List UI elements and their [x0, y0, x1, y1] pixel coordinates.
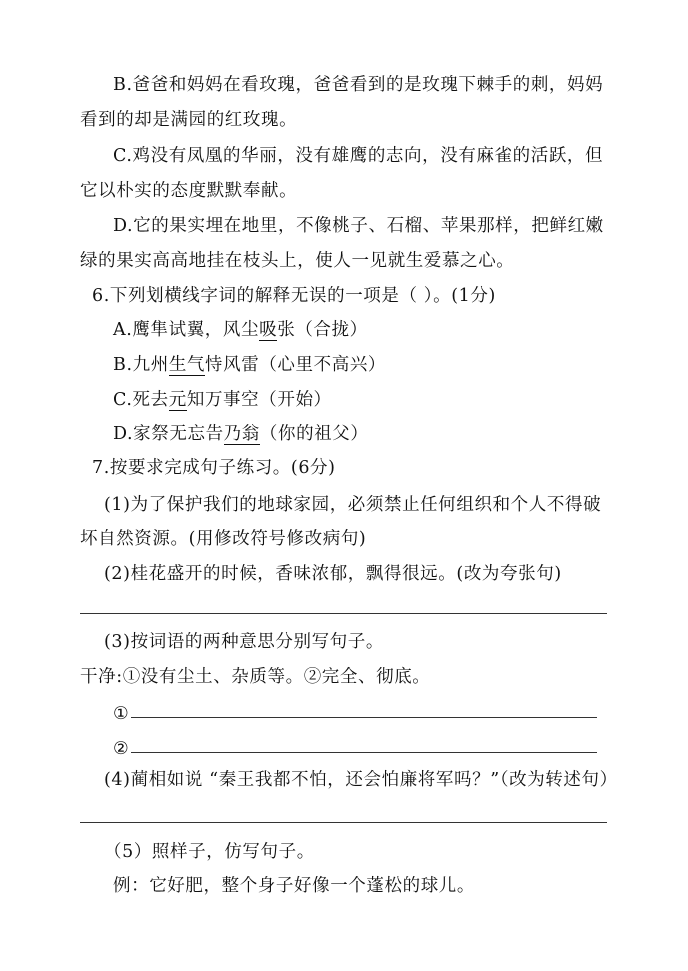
- question-7-stem: 7.按要求完成句子练习。(6分): [92, 458, 336, 478]
- q6-option-b-underlined: 生气: [168, 355, 206, 375]
- q6-option-c-post: 知万事空（开始）: [186, 390, 332, 410]
- option-c-line1: C.鸡没有凤凰的华丽，没有雄鹰的志向，没有麻雀的活跃，但: [113, 146, 604, 166]
- answer-line-item3-1[interactable]: [131, 717, 597, 718]
- answer-line-item4[interactable]: [80, 822, 607, 823]
- option-c-line2: 它以朴实的态度默默奉献。: [80, 181, 298, 201]
- q6-option-d-underlined: 乃翁: [223, 424, 260, 444]
- q6-option-a-post: 张（合拢）: [277, 320, 368, 340]
- answer-line-item2[interactable]: [80, 613, 607, 614]
- q7-item2: (2)桂花盛开的时候，香味浓郁，飘得很远。(改为夸张句): [104, 564, 562, 584]
- q6-option-d: [113, 422, 368, 446]
- q7-item3: (3)按词语的两种意思分别写句子。: [104, 632, 384, 652]
- q7-item1-line1: (1)为了保护我们的地球家园，必须禁止任何组织和个人不得破: [104, 495, 602, 515]
- q7-item3-blank2-marker: ②: [113, 739, 130, 759]
- q7-item3-definitions: 干净:①没有尘土、杂质等。②完全、彻底。: [80, 667, 431, 687]
- q7-item1-line2: 坏自然资源。(用修改符号修改病句): [80, 529, 367, 549]
- q6-option-c-pre: C.死去: [113, 390, 169, 410]
- q6-option-c: [113, 388, 332, 412]
- q7-item5: （5）照样子，仿写句子。: [104, 842, 315, 862]
- q6-option-c-underlined: 元: [168, 390, 187, 410]
- option-d-line1: D.它的果实埋在地里，不像桃子、石榴、苹果那样，把鲜红嫩: [113, 216, 604, 236]
- q6-option-b-pre: B.九州: [113, 355, 169, 375]
- q7-item4: (4)蔺相如说 “秦王我都不怕，还会怕廉将军吗？”（改为转述句）: [104, 770, 618, 790]
- option-b-line1: B.爸爸和妈妈在看玫瑰，爸爸看到的是玫瑰下棘手的刺，妈妈: [113, 75, 604, 95]
- q6-option-a-pre: A.鹰隼试翼，风尘: [113, 320, 260, 340]
- q6-option-a: [113, 318, 368, 342]
- option-d-line2: 绿的果实高高地挂在枝头上，使人一见就生爱慕之心。: [80, 251, 515, 271]
- answer-line-item3-2[interactable]: [131, 752, 597, 753]
- q6-option-d-post: （你的祖父）: [259, 424, 369, 444]
- q6-option-b-post: 恃风雷（心里不高兴）: [205, 355, 387, 375]
- q7-item5-example: 例：它好肥，整个身子好像一个蓬松的球儿。: [113, 876, 475, 896]
- q6-option-a-underlined: 吸: [259, 320, 278, 340]
- q6-option-b: [113, 353, 386, 377]
- option-b-line2: 看到的却是满园的红玫瑰。: [80, 110, 298, 130]
- q6-option-d-pre: D.家祭无忘告: [113, 424, 224, 444]
- q7-item3-blank1-marker: ①: [113, 704, 130, 724]
- question-6-stem: 6.下列划横线字词的解释无误的一项是（ ）。(1分): [92, 286, 496, 306]
